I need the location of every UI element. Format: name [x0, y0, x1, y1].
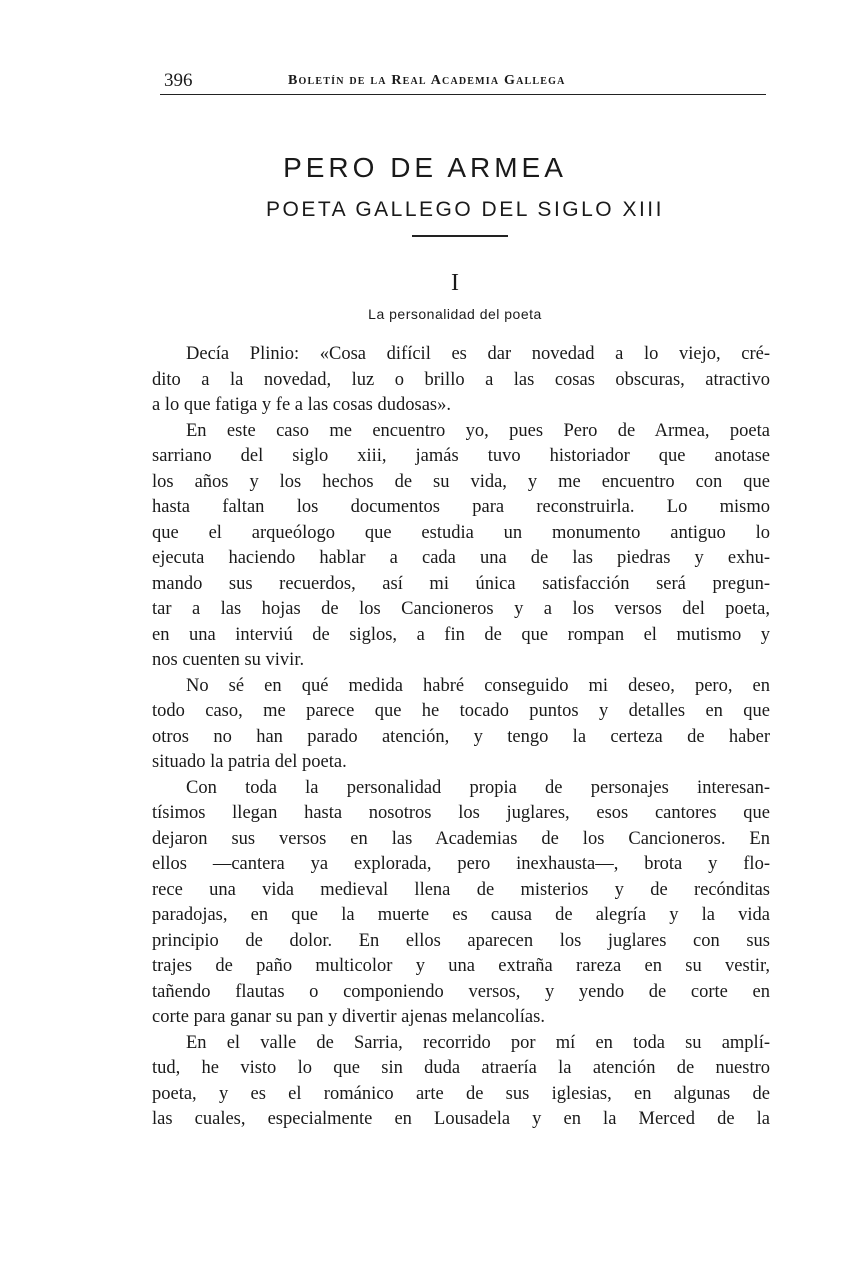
running-head: Boletín de la Real Academia Gallega	[288, 73, 566, 88]
body-text	[152, 342, 770, 1133]
text-line: poeta, y es el románico arte de sus iglesias, en algunas de	[152, 1083, 770, 1104]
page-number: 396	[164, 70, 193, 91]
article-title: PERO DE ARMEA	[283, 152, 567, 183]
section-title: La personalidad del poeta	[368, 306, 542, 322]
text-line: ejecuta haciendo hablar a cada una de las piedras y exhu-	[152, 548, 770, 568]
text-line: sarriano del siglo xiii, jamás tuvo historiador que anotase	[152, 446, 770, 466]
text-line: trajes de paño multicolor y una extraña rareza en su vestir,	[152, 956, 770, 976]
text-line: todo caso, me parece que he tocado puntos y detalles en que	[152, 701, 770, 721]
text-line: tud, he visto lo que sin duda atraería la atención de nuestro	[152, 1058, 770, 1078]
text-line: hasta faltan los documentos para reconstruirla. Lo mismo	[152, 497, 770, 517]
text-line: las cuales, especialmente en Lousadela y en la Merced de la	[152, 1109, 770, 1129]
article-subtitle: POETA GALLEGO DEL SIGLO XIII	[266, 198, 664, 221]
text-line: tañendo flautas o componiendo versos, y yendo de corte en	[152, 981, 770, 1002]
title-divider	[412, 235, 508, 237]
text-line: En este caso me encuentro yo, pues Pero de Armea, poeta	[186, 420, 770, 441]
section-number: I	[451, 270, 459, 296]
text-line: rece una vida medieval llena de misterios y de recónditas	[152, 879, 770, 900]
text-line: paradojas, en que la muerte es causa de alegría y la vida	[152, 905, 770, 925]
text-line: No sé en qué medida habré conseguido mi deseo, pero, en	[186, 675, 770, 696]
text-line: Decía Plinio: «Cosa difícil es dar novedad a lo viejo, cré-	[186, 344, 770, 364]
page-header	[160, 68, 766, 95]
text-line: tar a las hojas de los Cancioneros y a los versos del poeta,	[152, 599, 770, 619]
text-line: que el arqueólogo que estudia un monumento antiguo lo	[152, 522, 770, 543]
text-line: a lo que fatiga y fe a las cosas dudosas».	[152, 395, 451, 415]
text-line: nos cuenten su vivir.	[152, 650, 305, 670]
text-line: situado la patria del poeta.	[152, 752, 347, 772]
text-line: otros no han parado atención, y tengo la certeza de haber	[152, 726, 770, 747]
text-line: corte para ganar su pan y divertir ajenas melancolías.	[152, 1007, 545, 1027]
text-line: dejaron sus versos en las Academias de los Cancioneros. En	[152, 828, 770, 849]
text-line: principio de dolor. En ellos aparecen los juglares con sus	[152, 930, 770, 951]
text-line: tísimos llegan hasta nosotros los juglares, esos cantores que	[152, 803, 770, 823]
text-line: los años y los hechos de su vida, y me encuentro con que	[152, 471, 770, 492]
text-line: En el valle de Sarria, recorrido por mí en toda su amplí-	[186, 1032, 770, 1053]
text-line: ellos —cantera ya explorada, pero inexhausta—, brota y flo-	[152, 854, 770, 874]
text-line: dito a la novedad, luz o brillo a las cosas obscuras, atractivo	[152, 369, 770, 390]
text-line: mando sus recuerdos, así mi única satisfacción será pregun-	[152, 573, 770, 594]
text-line: Con toda la personalidad propia de personajes interesan-	[186, 777, 770, 798]
text-line: en una interviú de siglos, a fin de que rompan el mutismo y	[152, 624, 770, 645]
